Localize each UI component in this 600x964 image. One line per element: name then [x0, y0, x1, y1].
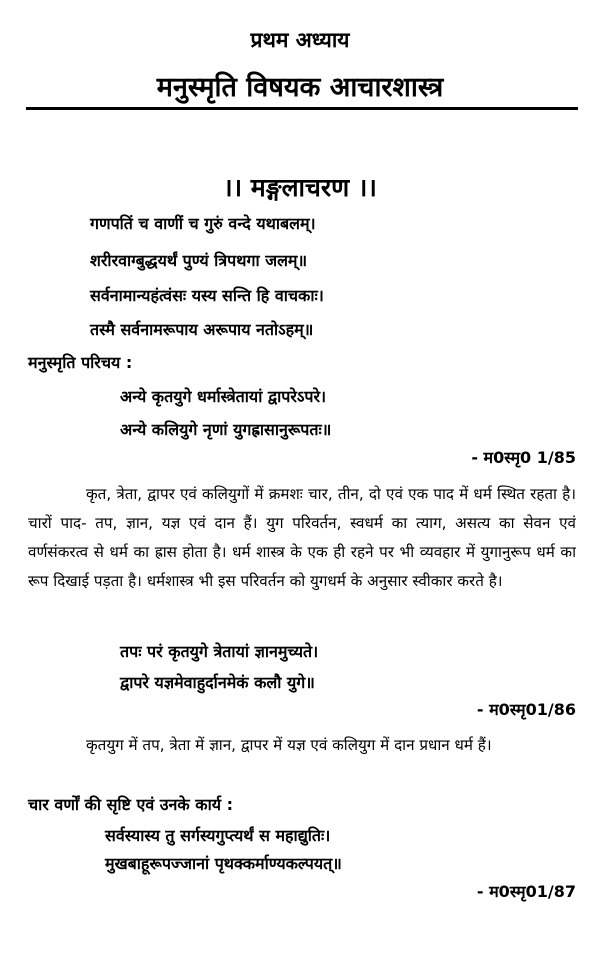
verse-186-line-2: द्वापरे यज्ञमेवाहुर्दानमेकं कलौ युगे॥: [120, 673, 315, 692]
chapter-heading: प्रथम अध्याय: [250, 28, 350, 52]
verse-reference-186: - म0स्मृ01/86: [476, 700, 576, 719]
subheading-varna-srishti: चार वर्णों की सृष्टि एवं उनके कार्य :: [28, 795, 233, 814]
invocation-verse-line-1: गणपतिं च वाणीं च गुरुं वन्दे यथाबलम्।: [90, 214, 316, 233]
invocation-verse-line-2: शरीरवाग्बुद्धयर्थं पुण्यं त्रिपथगा जलम्॥: [90, 251, 308, 270]
title-divider: [26, 107, 578, 110]
subheading-manusmriti-parichay: मनुस्मृति परिचय :: [28, 353, 133, 372]
verse-186-line-1: तपः परं कृतयुगे त्रेतायां ज्ञानमुच्यते।: [120, 642, 319, 661]
verse-187-line-2: मुखबाहूरूपज्जानां पृथक्कर्माण्यकल्पयत्॥: [105, 854, 342, 873]
paragraph-yuga-dharma: कृत, त्रेता, द्वापर एवं कलियुगों में क्रमशः चार, तीन, दो एवं एक पाद में धर्म स्थित रहता है। चारों पाद- तप, ज्ञान, यज्ञ एवं दान हैं। युग परिवर्तन, स्वधर्म का त्याग, असत्य का सेवन एवं वर्णसंकरत्व से धर्म का ह्रास होता है। धर्म शास्त्र के एक ही रहने पर भी व्यवहार में युगानुरूप धर्म का रूप दिखाई पड़ता है। धर्मशास्त्र भी इस परिवर्तन को युगधर्म के अनुसार स्वीकार करते है।: [28, 485, 576, 590]
invocation-verse-line-3: सर्वनामान्यहंत्वंसः यस्य सन्ति हि वाचकाः।: [90, 286, 324, 305]
paragraph-pradhan-dharma: कृतयुग में तप, त्रेता में ज्ञान, द्वापर में यज्ञ एवं कलियुग में दान प्रधान धर्म हैं।: [86, 736, 492, 754]
section-title-mangalacharan: ।। मङ्गलाचरण ।।: [223, 173, 377, 202]
page-title: मनुस्मृति विषयक आचारशास्त्र: [156, 72, 444, 103]
verse-185-line-1: अन्ये कृतयुगे धर्मास्त्रेतायां द्वापरेऽपरे।: [120, 387, 327, 406]
verse-reference-187: - म0स्मृ01/87: [476, 882, 576, 901]
verse-reference-185: - म0स्मृ0 1/85: [471, 448, 576, 467]
invocation-verse-line-4: तस्मै सर्वनामरूपाय अरूपाय नतोऽहम्॥: [90, 320, 314, 339]
verse-185-line-2: अन्ये कलियुगे नृणां युगह्रासानुरूपतः॥: [120, 420, 332, 439]
verse-187-line-1: सर्वस्यास्य तु सर्गस्यगुप्त्यर्थं स महाद्युतिः।: [105, 826, 331, 845]
